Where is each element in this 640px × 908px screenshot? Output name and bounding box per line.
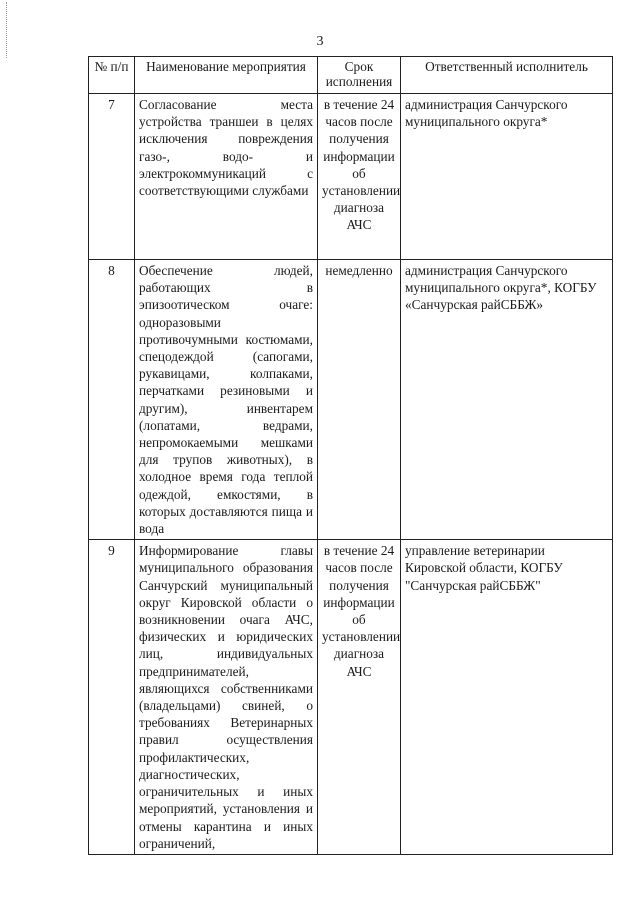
row-measure: Информирование главы муниципального образования Санчурский муниципальный округ Кировской области о возникновении очага АЧС, физических и юридических лиц, индивидуальных предпринимателей, являющихся собственниками (владельцами) свиней, о требованиях Ветеринарных правил осуществления профилактических, диагностических, ограничительных и иных мероприятий, установления и отмены карантина и иных ограничений, — [135, 540, 318, 855]
table-row — [89, 94, 613, 260]
row-measure: Обеспечение людей, работающих в эпизоотическом очаге: одноразовыми противочумными костюмами, спецодеждой (сапогами, рукавицами, колпаками, перчатками резиновыми и другим), инвентарем (лопатами, ведрами, непромокаемыми мешками для трупов животных), в холодное время года теплой одеждой, емкостями, в которых доставляются пища и вода — [135, 260, 318, 540]
row-responsible: управление ветеринарии Кировской области, КОГБУ "Санчурская райСББЖ" — [401, 540, 613, 855]
row-term: в течение 24 часов после получения информации об установлении диагноза АЧС — [318, 540, 401, 855]
table-row — [89, 260, 613, 540]
row-responsible: администрация Санчурского муниципального округа* — [401, 94, 613, 260]
row-num: 9 — [89, 540, 135, 855]
header-resp: Ответственный исполнитель — [401, 57, 613, 94]
header-num: № п/п — [89, 57, 135, 94]
table-header-row — [89, 57, 613, 94]
page-number: 3 — [316, 34, 324, 49]
header-term: Срок исполнения — [318, 57, 401, 94]
table-row — [89, 540, 613, 855]
row-num: 8 — [89, 260, 135, 540]
row-responsible: администрация Санчурского муниципального округа*, КОГБУ «Санчурская райСББЖ» — [401, 260, 613, 540]
row-term: немедленно — [318, 260, 401, 540]
row-measure: Согласование места устройства траншеи в целях исключения повреждения газо-, водо- и электрокоммуникаций с соответствующими службами — [135, 94, 318, 260]
row-num: 7 — [89, 94, 135, 260]
row-term: в течение 24 часов после получения информации об установлении диагноза АЧС — [318, 94, 401, 260]
measures-table — [88, 56, 613, 855]
header-name: Наименование мероприятия — [135, 57, 318, 94]
